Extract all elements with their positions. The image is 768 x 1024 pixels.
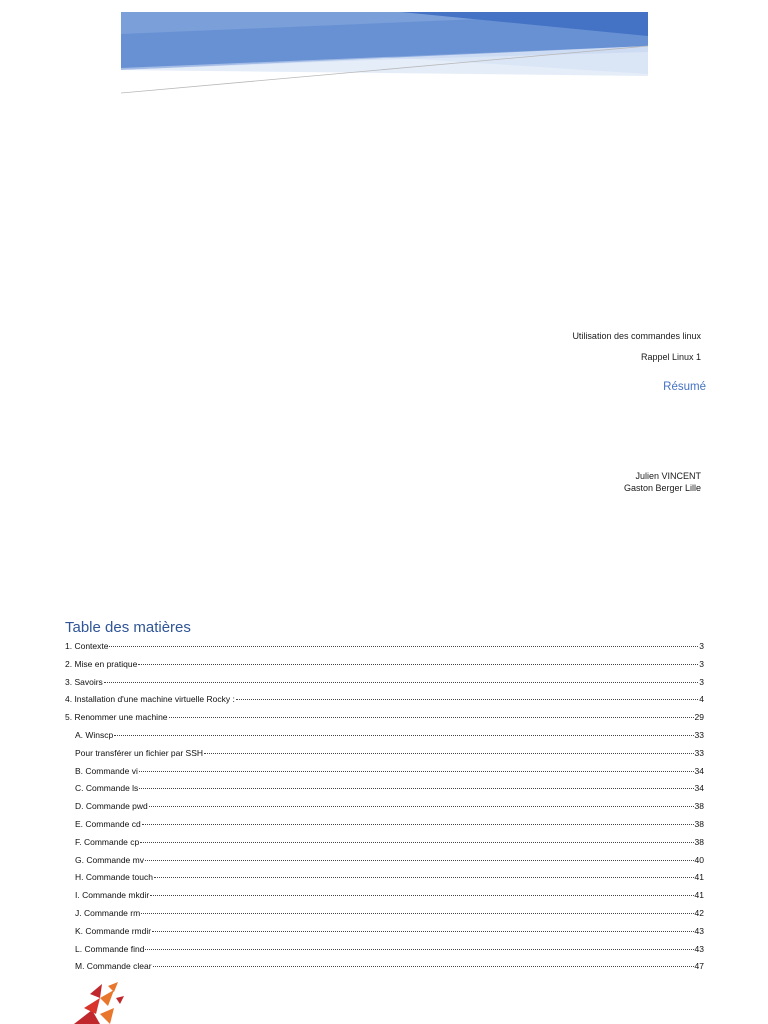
toc-page-number: 38 (694, 818, 704, 829)
toc-page-number: 42 (694, 907, 704, 918)
toc-page-number: 34 (694, 783, 704, 794)
toc-page-number: 40 (694, 854, 704, 865)
toc-entry-commande-ls[interactable] (65, 782, 704, 800)
toc-leader-dots (141, 913, 693, 914)
toc-page-number: 3 (699, 658, 704, 669)
toc-entry-label: H. Commande touch (75, 872, 153, 883)
toc-page-number: 33 (694, 729, 704, 740)
toc-heading: Table des matières (65, 619, 191, 636)
document-title: Utilisation des commandes linux (572, 331, 701, 341)
toc-leader-dots (139, 788, 693, 789)
toc-entry-commande-touch[interactable] (65, 871, 704, 889)
toc-page-number: 43 (694, 943, 704, 954)
header-banner-graphic (121, 12, 648, 96)
toc-leader-dots (114, 735, 693, 736)
toc-page-number: 4 (699, 694, 704, 705)
toc-leader-dots (145, 949, 693, 950)
toc-entry-label: 2. Mise en pratique (65, 658, 138, 669)
toc-entry-commande-pwd[interactable] (65, 800, 704, 818)
summary-heading: Résumé (663, 381, 706, 393)
toc-entry-winscp[interactable] (65, 729, 704, 747)
author-name: Julien VINCENT (635, 471, 701, 481)
document-subtitle: Rappel Linux 1 (640, 352, 701, 362)
toc-page-number: 47 (694, 961, 704, 972)
toc-entry-commande-clear[interactable] (65, 960, 704, 978)
toc-entry-label: 3. Savoirs (65, 676, 103, 687)
toc-leader-dots (169, 717, 694, 718)
toc-leader-dots (150, 895, 693, 896)
toc-leader-dots (142, 824, 694, 825)
toc-page-number: 3 (699, 641, 704, 651)
toc-entry-commande-cp[interactable] (65, 836, 704, 854)
toc-leader-dots (153, 966, 694, 967)
toc-entry-label: 5. Renommer une machine (65, 712, 168, 723)
toc-leader-dots (145, 860, 694, 861)
toc-entry-label: A. Winscp (75, 729, 114, 740)
toc-entry-label: K. Commande rmdir (75, 925, 152, 936)
toc-page-number: 38 (694, 801, 704, 812)
toc-entry-savoirs[interactable] (65, 676, 704, 694)
toc-entry-label: G. Commande mv (75, 854, 144, 865)
toc-entry-commande-rm[interactable] (65, 907, 704, 925)
toc-leader-dots (109, 646, 698, 647)
school-logo-icon (70, 980, 128, 1024)
toc-leader-dots (138, 664, 698, 665)
toc-entry-label: I. Commande mkdir (75, 890, 150, 901)
toc-page-number: 29 (694, 712, 704, 723)
toc-page-number: 34 (694, 765, 704, 776)
toc-entry-label: E. Commande cd (75, 818, 141, 829)
toc-entry-renommer-machine[interactable] (65, 711, 704, 729)
toc-page-number: 43 (694, 925, 704, 936)
toc-entry-commande-mkdir[interactable] (65, 889, 704, 907)
toc-leader-dots (149, 806, 694, 807)
table-of-contents (65, 640, 704, 978)
toc-leader-dots (140, 842, 693, 843)
toc-leader-dots (104, 682, 698, 683)
toc-entry-label: L. Commande find (75, 943, 145, 954)
toc-page-number: 41 (694, 872, 704, 883)
toc-leader-dots (139, 771, 694, 772)
toc-entry-label: M. Commande clear (75, 961, 152, 972)
toc-entry-transfert-ssh[interactable] (65, 747, 704, 765)
toc-leader-dots (154, 877, 694, 878)
toc-entry-label: F. Commande cp (75, 836, 140, 847)
toc-entry-label: D. Commande pwd (75, 801, 148, 812)
toc-leader-dots (204, 753, 694, 754)
toc-page-number: 41 (694, 890, 704, 901)
toc-page-number: 38 (694, 836, 704, 847)
toc-entry-label: B. Commande vi (75, 765, 138, 776)
toc-entry-mise-en-pratique[interactable] (65, 658, 704, 676)
toc-leader-dots (152, 931, 693, 932)
toc-entry-label: Pour transférer un fichier par SSH (75, 747, 204, 758)
toc-entry-commande-rmdir[interactable] (65, 925, 704, 943)
toc-entry-commande-mv[interactable] (65, 854, 704, 872)
toc-entry-contexte[interactable] (65, 640, 704, 658)
toc-entry-commande-find[interactable] (65, 943, 704, 961)
toc-page-number: 33 (694, 747, 704, 758)
toc-leader-dots (236, 699, 698, 700)
toc-entry-commande-cd[interactable] (65, 818, 704, 836)
toc-entry-label: C. Commande ls (75, 783, 139, 794)
toc-entry-label: J. Commande rm (75, 907, 141, 918)
toc-page-number: 3 (699, 676, 704, 687)
toc-entry-installation-rocky[interactable] (65, 693, 704, 711)
toc-entry-label: 1. Contexte (65, 641, 109, 651)
school-name: Gaston Berger Lille (623, 483, 701, 493)
toc-entry-commande-vi[interactable] (65, 765, 704, 783)
toc-entry-label: 4. Installation d'une machine virtuelle Rocky : (65, 694, 235, 705)
